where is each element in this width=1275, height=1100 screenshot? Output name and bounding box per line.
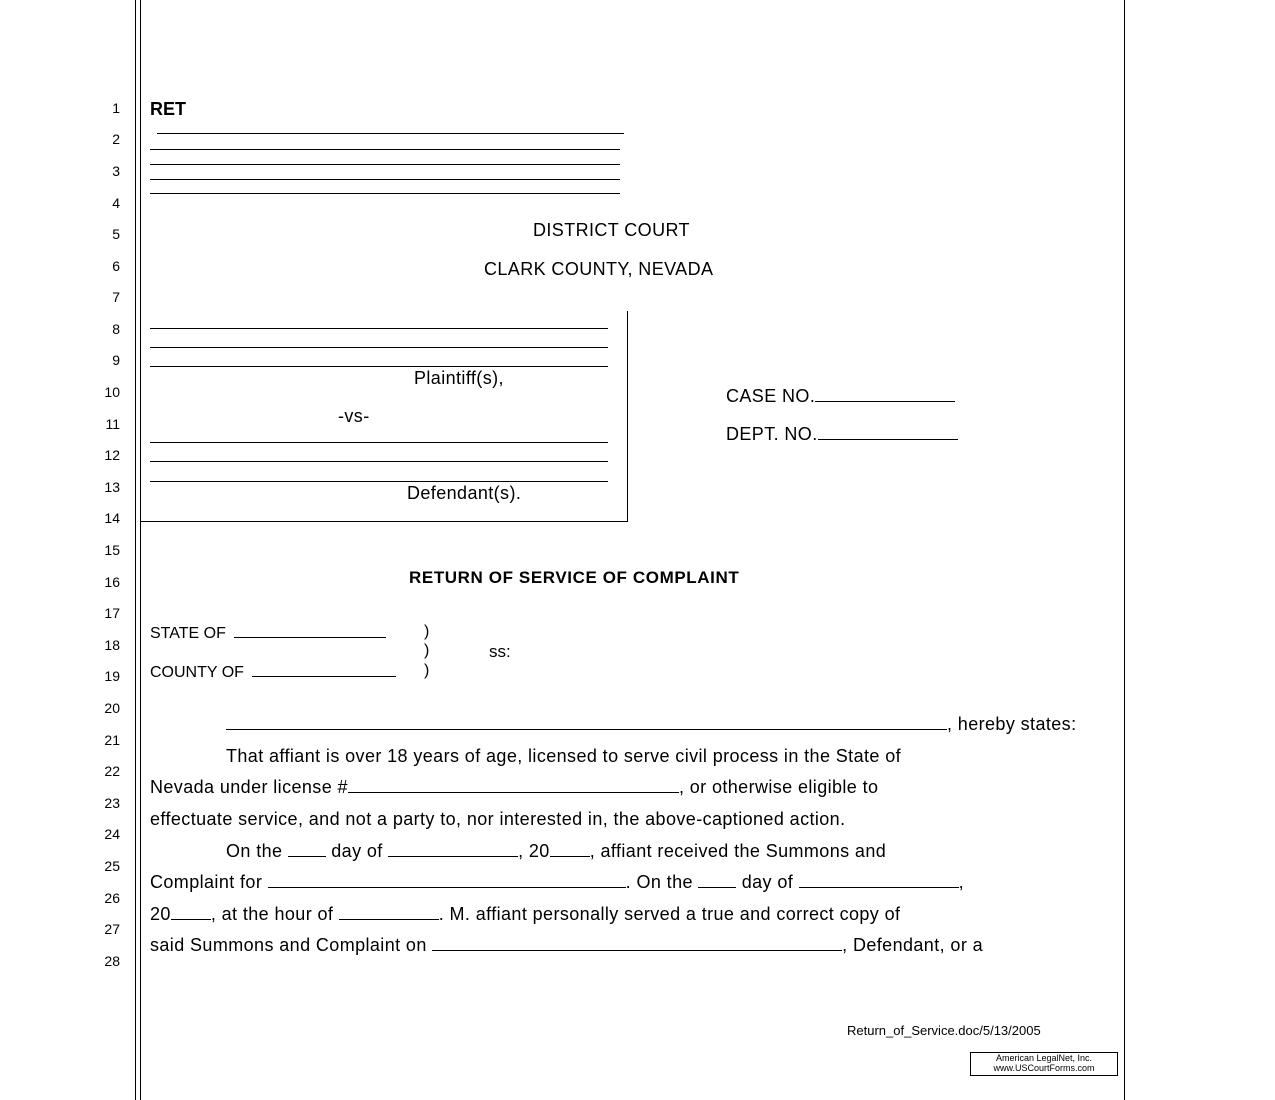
publisher-badge xyxy=(970,1052,1118,1076)
complaint-for-text: Complaint for xyxy=(150,872,263,892)
line-number: 24 xyxy=(104,826,120,842)
plaintiff-label: Plaintiff(s), xyxy=(414,368,504,388)
case-number-label: CASE NO. xyxy=(726,386,816,406)
document-code: RET xyxy=(150,99,186,119)
attorney-line[interactable] xyxy=(150,179,620,180)
line-number: 21 xyxy=(104,732,120,748)
county-of-row xyxy=(150,662,396,682)
defendant-line[interactable] xyxy=(150,461,608,462)
served-hour-field[interactable] xyxy=(339,905,439,920)
line-number: 28 xyxy=(104,953,120,969)
line-number: 18 xyxy=(104,637,120,653)
footer-filename: Return_of_Service.doc/5/13/2005 xyxy=(847,1023,1041,1038)
defendant-line[interactable] xyxy=(150,442,608,443)
line-number: 7 xyxy=(112,289,120,305)
case-number-field[interactable] xyxy=(815,387,955,402)
venue-paren: ) xyxy=(424,623,430,640)
received-day-field[interactable] xyxy=(288,842,326,857)
paragraph-2-line-2 xyxy=(150,872,964,893)
case-number xyxy=(726,386,955,407)
defendant-or-text: , Defendant, or a xyxy=(842,935,984,955)
right-margin-rule xyxy=(1124,0,1125,1100)
received-month-field[interactable] xyxy=(388,842,518,857)
defendant-line[interactable] xyxy=(150,481,608,482)
hour-of-text: , at the hour of xyxy=(210,904,334,924)
document-title: RETURN OF SERVICE OF COMPLAINT xyxy=(409,568,740,587)
paragraph-1-line-1: That affiant is over 18 years of age, licensed to serve civil process in the State of xyxy=(226,746,902,766)
attorney-line[interactable] xyxy=(157,133,624,134)
court-name: DISTRICT COURT xyxy=(533,220,690,240)
complaint-for-field[interactable] xyxy=(268,873,626,888)
venue-paren: ) xyxy=(424,642,430,659)
affiant-line xyxy=(226,714,1076,735)
license-label: Nevada under license # xyxy=(150,777,348,797)
dept-number-field[interactable] xyxy=(818,425,958,440)
served-month-field[interactable] xyxy=(799,873,959,888)
state-of-label: STATE OF xyxy=(150,625,226,642)
line-number: 27 xyxy=(104,921,120,937)
received-summons-text: , affiant received the Summons and xyxy=(589,841,887,861)
on-the-text: On the xyxy=(226,841,283,861)
plaintiff-line[interactable] xyxy=(150,328,608,329)
plaintiff-line[interactable] xyxy=(150,366,608,367)
line-number: 15 xyxy=(104,542,120,558)
line-number: 17 xyxy=(104,605,120,621)
line-number: 10 xyxy=(104,384,120,400)
defendant-served-field[interactable] xyxy=(432,936,842,951)
line-number: 23 xyxy=(104,795,120,811)
paragraph-1-line-2 xyxy=(150,777,878,798)
line-number: 11 xyxy=(105,416,120,432)
state-of-field[interactable] xyxy=(234,623,386,638)
line-number: 4 xyxy=(112,195,120,211)
county-of-label: COUNTY OF xyxy=(150,664,244,681)
line-number: 12 xyxy=(104,447,120,463)
served-year-field[interactable] xyxy=(171,905,211,920)
eligible-text: , or otherwise eligible to xyxy=(678,777,879,797)
line-number: 25 xyxy=(104,858,120,874)
line-number: 1 xyxy=(112,100,120,116)
served-on-text: said Summons and Complaint on xyxy=(150,935,427,955)
line-number: 19 xyxy=(104,668,120,684)
line-number: 16 xyxy=(104,574,120,590)
on-the-text: . On the xyxy=(625,872,693,892)
defendant-label: Defendant(s). xyxy=(407,483,522,503)
dept-number xyxy=(726,424,958,445)
line-number: 5 xyxy=(112,226,120,242)
publisher-url: www.USCourtForms.com xyxy=(993,1063,1095,1073)
paragraph-2-line-3 xyxy=(150,904,900,925)
attorney-line[interactable] xyxy=(150,193,620,194)
paragraph-2-line-1 xyxy=(226,841,886,862)
left-margin-rule-outer xyxy=(135,0,136,1100)
left-margin-rule-inner xyxy=(140,0,141,1100)
line-number: 8 xyxy=(112,321,120,337)
day-of-text: day of xyxy=(331,841,383,861)
line-number: 13 xyxy=(104,479,120,495)
line-number: 14 xyxy=(104,510,120,526)
personally-served-text: . M. affiant personally served a true and correct copy of xyxy=(438,904,901,924)
served-day-field[interactable] xyxy=(698,873,736,888)
versus-label: -vs- xyxy=(338,406,370,426)
line-number: 9 xyxy=(112,352,120,368)
paragraph-1-line-3: effectuate service, and not a party to, nor interested in, the above-captioned action. xyxy=(150,809,846,829)
year-prefix-text: 20 xyxy=(150,904,171,924)
plaintiff-line[interactable] xyxy=(150,347,608,348)
dept-number-label: DEPT. NO. xyxy=(726,424,818,444)
caption-box-right-rule xyxy=(627,311,628,522)
state-of-row xyxy=(150,623,386,643)
line-number: 6 xyxy=(112,258,120,274)
publisher-name: American LegalNet, Inc. xyxy=(995,1053,1093,1063)
attorney-line[interactable] xyxy=(150,149,620,150)
venue-paren: ) xyxy=(424,662,430,679)
caption-box-bottom-rule xyxy=(140,521,628,522)
venue-ss: ss: xyxy=(489,642,511,661)
court-county: CLARK COUNTY, NEVADA xyxy=(484,259,714,279)
line-number: 3 xyxy=(112,163,120,179)
line-number: 20 xyxy=(104,700,120,716)
line-number: 22 xyxy=(104,763,120,779)
paragraph-2-line-4 xyxy=(150,935,983,956)
line-number: 2 xyxy=(112,131,120,147)
line-number: 26 xyxy=(104,890,120,906)
hereby-states-text: , hereby states: xyxy=(947,714,1077,734)
license-number-field[interactable] xyxy=(348,778,679,793)
affiant-name-field[interactable] xyxy=(226,715,947,730)
day-of-text: day of xyxy=(741,872,794,892)
comma-text: , xyxy=(958,872,964,892)
county-of-field[interactable] xyxy=(252,662,396,677)
received-year-field[interactable] xyxy=(550,842,590,857)
attorney-line[interactable] xyxy=(150,164,620,165)
year-prefix-text: , 20 xyxy=(518,841,550,861)
